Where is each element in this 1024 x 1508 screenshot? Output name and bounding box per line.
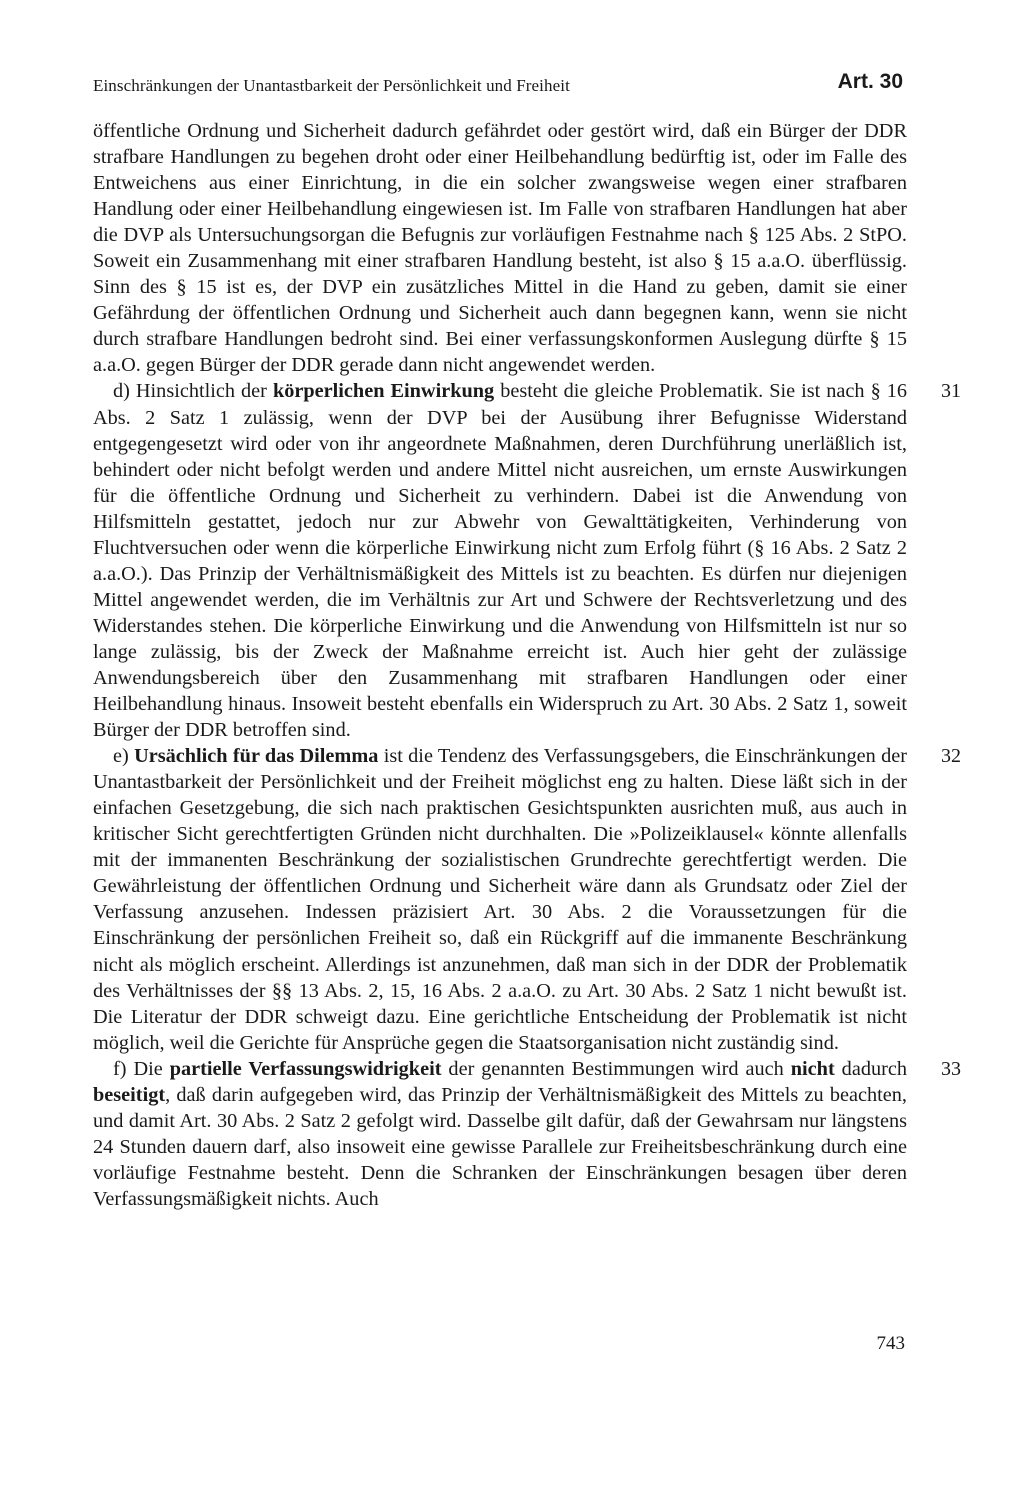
paragraph-32: [93, 743, 961, 1056]
body-text: [93, 118, 961, 1212]
paragraph-text: [93, 378, 907, 743]
paragraph-body: , daß darin aufgegeben wird, das Prinzip der Verhältnismäßigkeit des Mittels zu beachten, und damit Art. 30 Abs. 2 Satz 2 gefolgt wird. Dasselbe gilt dafür, daß der Gewahrsam nur längstens 24 Stunden dauern darf, also insoweit eine gewisse Parallele zur Freiheitsbeschränkung durch eine vorläufige Festnahme besteht. Denn die Schranken der Einschränkungen besagen über deren Verfassungsmäßigkeit nichts. Auch: [93, 1083, 907, 1210]
paragraph-keyword: nicht: [790, 1057, 835, 1080]
page-number: 743: [876, 1333, 905, 1354]
paragraph-keyword: beseitigt: [93, 1083, 166, 1106]
paragraph-keyword: körperlichen Einwirkung: [272, 380, 495, 403]
paragraph-keyword: Ursächlich für das Dilemma: [134, 745, 379, 768]
paragraph-body: der genannten Bestimmungen wird auch: [441, 1057, 791, 1080]
running-header-title: Einschränkungen der Unantastbarkeit der Persönlichkeit und Freiheit: [93, 76, 570, 95]
paragraph-lead: f) Die: [113, 1057, 170, 1080]
paragraph-keyword: partielle Verfassungswidrigkeit: [169, 1057, 442, 1080]
paragraph-body: ist die Tendenz des Verfassungsgebers, die Einschränkungen der Unantastbarkeit der Persönlichkeit und der Freiheit möglichst eng zu halten. Diese läßt sich in der einfachen Gesetzgebung, die sich nach praktischen Gesichtspunkten ausrichten muß, aus auch in kritischer Sicht gerechtfertigten Gründen nicht durchhalten. Die »Polizeiklausel« könnte allenfalls mit der immanenten Beschränkung der sozialistischen Grundrechte gerechtfertigt werden. Die Gewährleistung der öffentlichen Ordnung und Sicherheit wäre dann als Grundsatz oder Ziel der Verfassung anzusehen. Indessen präzisiert Art. 30 Abs. 2 die Voraussetzungen für die Einschränkung der persönlichen Freiheit so, daß ein Rückgriff auf die immanente Beschränkung nicht als möglich erscheint. Allerdings ist anzunehmen, daß man sich in der DDR der Problematik des Verhältnisses der §§ 13 Abs. 2, 15, 16 Abs. 2 a.a.O. zu Art. 30 Abs. 2 Satz 1 nicht bewußt ist. Die Literatur der DDR schweigt dazu. Eine gerichtliche Entscheidung der Problematik ist nicht möglich, weil die Gerichte für Ansprüche gegen die Staatsorganisation nicht zuständig sind.: [93, 745, 908, 1054]
paragraph-lead: e): [113, 745, 135, 768]
paragraph-31: [93, 378, 961, 743]
margin-number: 31: [941, 380, 961, 403]
paragraph-body: dadurch: [834, 1057, 908, 1080]
article-label: Art. 30: [837, 70, 903, 93]
paragraph-text: [93, 1056, 907, 1212]
paragraph-text: öffentliche Ordnung und Sicherheit dadurch gefährdet oder gestört wird, daß ein Bürger der DDR strafbare Handlungen zu begehen droht oder einer Heilbehandlung bedürftig ist, oder im Falle des Entweichens aus einer Einrichtung, in die ein solcher zwangsweise wegen einer strafbaren Handlung oder einer Heilbehandlung eingewiesen ist. Im Falle von strafbaren Handlungen hat aber die DVP als Untersuchungsorgan die Befugnis zur vorläufigen Festnahme nach § 125 Abs. 2 StPO. Soweit ein Zusammenhang mit einer strafbaren Handlung besteht, ist also § 15 a.a.O. überflüssig. Sinn des § 15 ist es, der DVP ein zusätzliches Mittel in die Hand zu geben, damit sie einer Gefährdung der öffentlichen Ordnung und Sicherheit auch dann begegnen kann, wenn sie nicht durch strafbare Handlungen bedroht sind. Bei einer verfassungskonformen Auslegung dürfte § 15 a.a.O. gegen Bürger der DDR gerade dann nicht angewendet werden.: [93, 120, 907, 377]
margin-number: 33: [941, 1057, 961, 1080]
paragraph-lead: d) Hinsichtlich der: [113, 380, 273, 403]
margin-number: 32: [941, 745, 961, 768]
paragraph-text: [93, 743, 907, 1056]
paragraph-continuation: [93, 118, 907, 378]
paragraph-33: [93, 1056, 961, 1212]
paragraph-body: besteht die gleiche Problematik. Sie ist nach § 16 Abs. 2 Satz 1 zulässig, wenn der DVP bei der Ausübung ihrer Befugnisse Widerstand entgegengesetzt wird oder von ihr angeordnete Maßnahmen, deren Durchführung unerläßlich ist, behindert oder nicht befolgt werden und andere Mittel nicht ausreichen, um ernste Auswirkungen für die öffentliche Ordnung und Sicherheit zu verhindern. Dabei ist die Anwendung von Hilfsmitteln gestattet, jedoch nur zur Abwehr von Gewalttätigkeiten, Verhinderung von Fluchtversuchen oder wenn die körperliche Einwirkung nicht zum Erfolg führt (§ 16 Abs. 2 Satz 2 a.a.O.). Das Prinzip der Verhältnismäßigkeit des Mittels ist zu beachten. Es dürfen nur diejenigen Mittel angewendet werden, die im Verhältnis zur Art und Schwere der Rechtsverletzung und des Widerstandes stehen. Die körperliche Einwirkung und die Anwendung von Hilfsmitteln ist nur so lange zulässig, bis der Zweck der Maßnahme erreicht ist. Auch hier geht der zulässige Anwendungsbereich über den Zusammenhang mit strafbaren Handlungen oder einer Heilbehandlung hinaus. Insoweit besteht ebenfalls ein Widerspruch zu Art. 30 Abs. 2 Satz 1, soweit Bürger der DDR betroffen sind.: [93, 380, 908, 742]
